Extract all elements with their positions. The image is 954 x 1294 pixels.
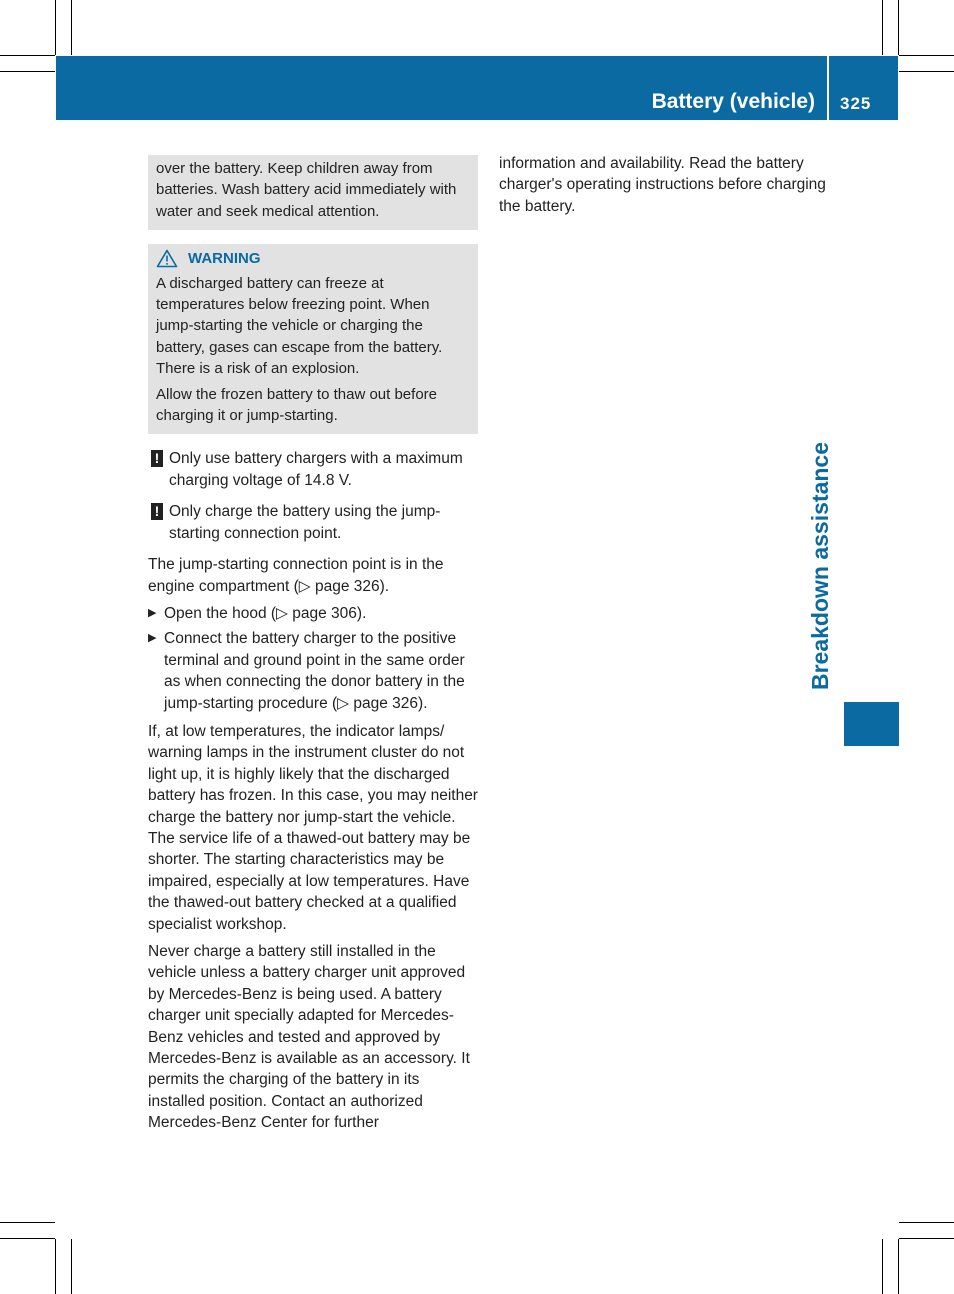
section-side-label: Breakdown assistance	[807, 442, 833, 691]
page-number: 325	[840, 94, 872, 113]
step-item	[148, 628, 478, 714]
warning-box	[148, 244, 478, 434]
crop-mark	[0, 1238, 55, 1239]
warning-heading: WARNING	[188, 250, 261, 268]
notice-text: Only charge the battery using the jump-starting connection point.	[169, 503, 441, 542]
body-paragraph: The jump-starting connection point is in the engine compartment (▷ page 326).	[148, 556, 444, 595]
page-title: Battery (vehicle)	[651, 90, 815, 113]
safety-box-continued	[148, 155, 478, 230]
notice-item	[148, 501, 478, 544]
crop-mark	[0, 71, 55, 72]
body-paragraph: Never charge a battery still installed in the vehicle unless a battery charger unit approved by Mercedes-Benz is being used. A battery charger unit specially adapted for Mercedes-Benz vehicles and tested and approved by Mercedes-Benz is available as an accessory. It permits the charging of the battery in its installed position. Contact an authorized Mercedes-Benz Center for further	[148, 943, 470, 1132]
warning-header	[156, 248, 470, 269]
step-text: Open the hood (▷ page 306).	[164, 604, 367, 622]
step-text: Connect the battery charger to the positive terminal and ground point in the same order as when connecting the donor battery in the jump-starting procedure (▷ page 326).	[164, 630, 465, 712]
crop-mark	[899, 1222, 954, 1223]
crop-mark	[899, 1238, 954, 1239]
crop-mark	[71, 1239, 72, 1294]
exclamation-icon: !	[151, 503, 163, 520]
crop-mark	[899, 71, 954, 72]
page-header	[56, 56, 898, 120]
section-side-tab	[844, 702, 899, 746]
crop-mark	[882, 0, 883, 55]
crop-mark	[899, 55, 954, 56]
crop-mark	[898, 1239, 899, 1294]
crop-mark	[55, 1239, 56, 1294]
crop-mark	[0, 1222, 55, 1223]
notice-item	[148, 448, 478, 491]
crop-mark	[71, 0, 72, 55]
crop-mark	[55, 0, 56, 55]
step-arrow-icon: ▶	[148, 632, 157, 645]
step-arrow-icon: ▶	[148, 606, 157, 619]
exclamation-icon: !	[151, 450, 163, 467]
header-divider	[827, 56, 829, 120]
right-column	[499, 153, 839, 223]
warning-triangle-icon	[156, 249, 178, 268]
safety-box-text: over the battery. Keep children away from batteries. Wash battery acid immediately with water and seek medical attention.	[156, 160, 457, 220]
warning-paragraph: A discharged battery can freeze at temperatures below freezing point. When jump-starting the vehicle or charging the battery, gases can escape from the battery. There is a risk of an explosion.	[156, 274, 443, 378]
body-paragraph: If, at low temperatures, the indicator lamps/ warning lamps in the instrument cluster do not light up, it is highly likely that the discharged battery has frozen. In this case, you may neither charge the battery nor jump-start the vehicle. The service life of a thawed-out battery may be shorter. The starting characteristics may be impaired, especially at low temperatures. Have the thawed-out battery checked at a qualified specialist workshop.	[148, 722, 478, 933]
body-paragraph: information and availability. Read the battery charger's operating instructions before charging the battery.	[499, 155, 826, 215]
warning-paragraph: Allow the frozen battery to thaw out before charging it or jump-starting.	[156, 385, 437, 425]
crop-mark	[0, 55, 55, 56]
step-item	[148, 603, 478, 624]
crop-mark	[898, 0, 899, 55]
left-column	[148, 155, 478, 1140]
notice-text: Only use battery chargers with a maximum charging voltage of 14.8 V.	[169, 450, 463, 489]
crop-mark	[882, 1239, 883, 1294]
